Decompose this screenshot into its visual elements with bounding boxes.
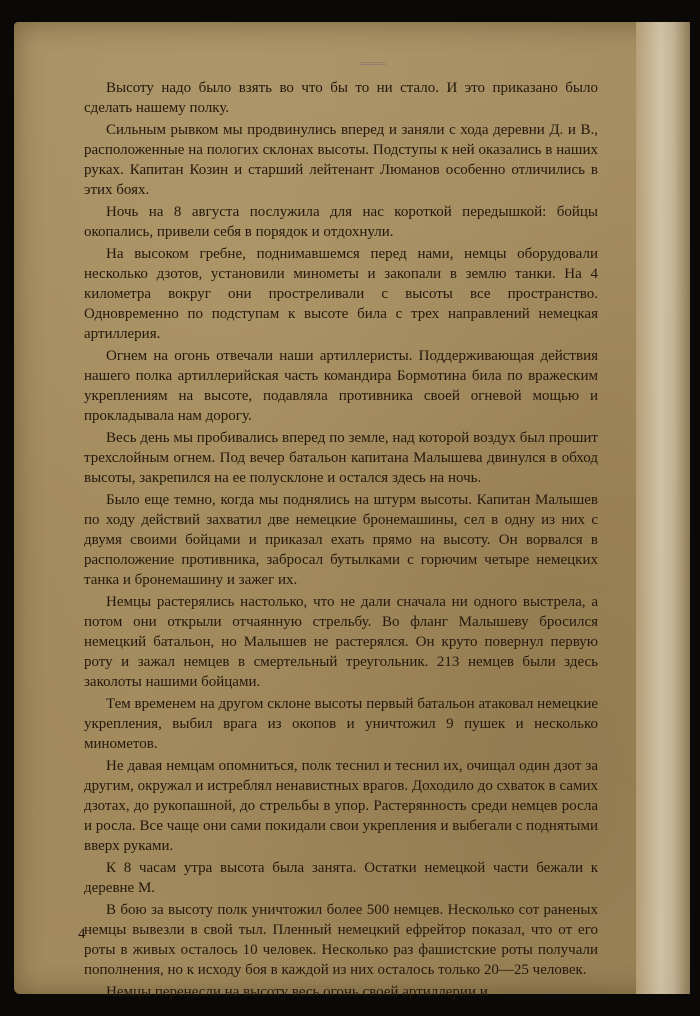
body-text (84, 78, 598, 1004)
paragraph: Было еще темно, когда мы поднялись на штурм высоты. Капитан Малышев по ходу действий захватил две немецкие бронемашины, сел в одну из них с двумя своими бойцами и приказал ехать прямо на высоту. Он ворвался в расположение противника, забросал бутылками с горючим четыре немецких танка и бронемашину и зажег их. (84, 492, 598, 588)
paragraph: Огнем на огонь отвечали наши артиллеристы. Поддерживающая действия нашего полка артиллерийская часть командира Бормотина била по вражеским укреплениям на высоте, подавляла противника своей огневой мощью и прокладывала нам дорогу. (84, 348, 598, 424)
paragraph: Сильным рывком мы продвинулись вперед и заняли с хода деревни Д. и В., расположенные на пологих склонах высоты. Подступы к ней оказались в наших руках. Капитан Козин и старший лейтенант Люманов особенно отличились в этих боях. (84, 122, 598, 198)
paragraph: В бою за высоту полк уничтожил более 500 немцев. Несколько сот раненых немцы вывезли в свой тыл. Пленный немецкий ефрейтор показал, что от его роты в живых осталось 10 человек. Несколько раз фашистские роты получали пополнения, но к исходу боя в каждой из них осталось только 20—25 человек. (84, 902, 598, 978)
paragraph: Тем временем на другом склоне высоты первый батальон атаковал немецкие укрепления, выбил врага из окопов и уничтожил 9 пушек и несколько минометов. (84, 696, 598, 752)
paragraph: Немцы перенесли на высоту весь огонь своей артиллерии и (106, 984, 488, 1000)
paragraph: На высоком гребне, поднимавшемся перед нами, немцы оборудовали несколько дзотов, установили минометы и закопали в землю танки. На 4 километра вокруг они простреливали с высоты все пространство. Одновременно по подступам к высоте била с трех направлений немецкая артиллерия. (84, 246, 598, 342)
library-stamp: ═══ (360, 58, 387, 70)
paragraph: Весь день мы пробивались вперед по земле, над которой воздух был прошит трехслойным огнем. Под вечер батальон капитана Малышева двинулся в обход высоты, закрепился на ее полусклоне и остался здесь на ночь. (84, 430, 598, 486)
paragraph: Немцы растерялись настолько, что не дали сначала ни одного выстрела, а потом они открыли отчаянную стрельбу. Во фланг Малышеву бросился немецкий батальон, но Малышев не растерялся. Он круто повернул первую роту и зажал немцев в смертельный треугольник. 213 немцев были здесь заколоты нашими бойцами. (84, 594, 598, 690)
paragraph: К 8 часам утра высота была занята. Остатки немецкой части бежали к деревне М. (84, 860, 598, 896)
worn-page-edge (636, 22, 690, 994)
paragraph: Высоту надо было взять во что бы то ни стало. И это приказано было сделать нашему полку. (84, 80, 598, 116)
page-number: 4 (78, 926, 86, 942)
paragraph: Ночь на 8 августа послужила для нас короткой передышкой: бойцы окопались, привели себя в порядок и отдохнули. (84, 204, 598, 240)
paragraph: Не давая немцам опомниться, полк теснил и теснил их, очищал один дзот за другим, окружал и истреблял ненавистных врагов. Доходило до схваток в самих дзотах, до рукопашной, до стрельбы в упор. Растерянность среди немцев росла и росла. Все чаще они сами покидали свои укрепления и выбегали с поднятыми вверх руками. (84, 758, 598, 854)
